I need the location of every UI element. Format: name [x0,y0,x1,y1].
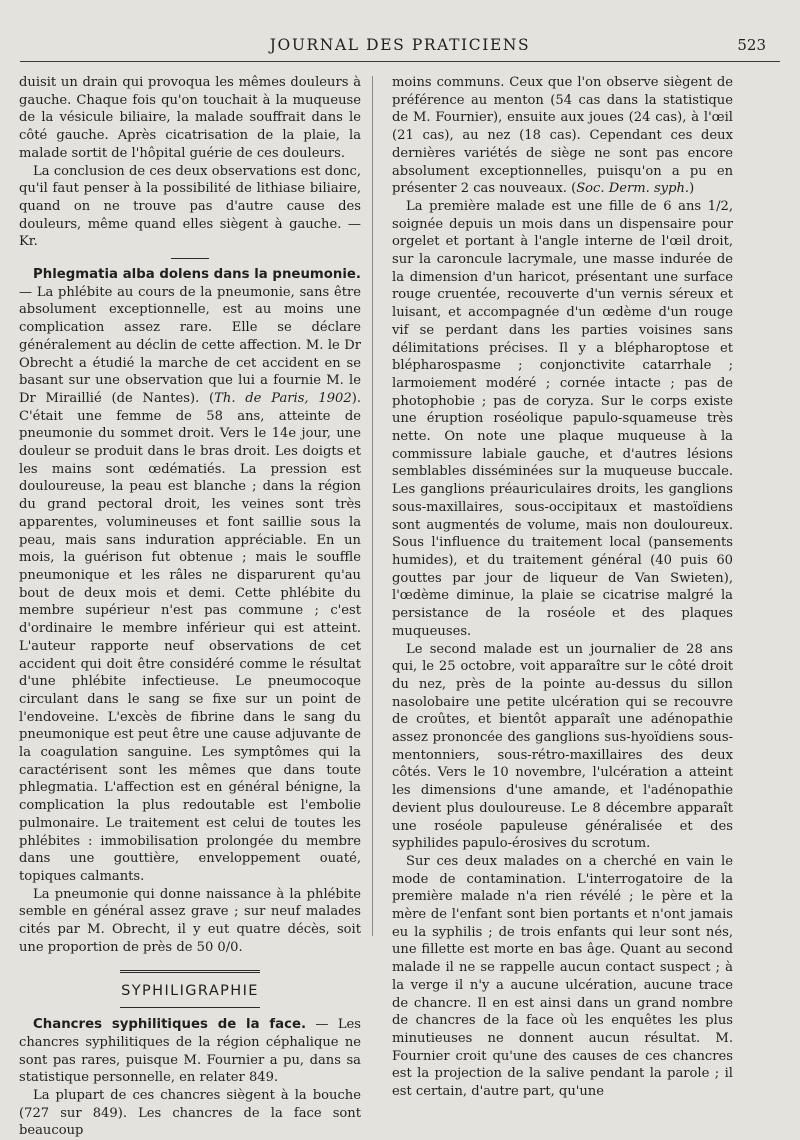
article-text: — Les chancres syphilitiques de la région céphalique ne sont pas rares, puisque M. Fournier a pu, dans sa statistique personnelle, en relater 849. [19,1017,361,1086]
paragraph: La conclusion de ces deux observations est donc, qu'il faut penser à la possibilité de lithiase biliaire, quand on ne trouve pas d'autre cause des douleurs, même quand elles siègent à gauche. — Kr. [19,163,361,250]
paragraph: duisit un drain qui provoqua les mêmes douleurs à gauche. Chaque fois qu'on touchait à la muqueuse de la vésicule biliaire, la malade souffrait dans le côté gauche. Après cicatrisation de la plaie, la malade sortit de l'hôpital guérie de ces douleurs. [19,75,361,161]
article-text: ). C'était une femme de 58 ans, atteinte de pneumonie du sommet droit. Vers le 14e jour, une douleur se produit dans le bras droit. Les doigts et les mains sont œdématiés. La pression est douloureuse, la peau est blanche ; dans la région du grand pectoral droit, les veines sont très apparentes, volumineuses et font saillie sous la peau, mais sans induration appréciable. En un mois, la guérison fut obtenue ; mais le souffle pneumonique et les râles ne disparurent qu'au bout de deux mois et demi. Cette phlébite du membre supérieur n'est pas commune ; c'est d'ordinaire le membre inférieur qui est atteint. L'auteur rapporte neuf observations de cet accident qui doit être considéré comme le résultat d'une phlébite infectieuse. Le pneumocoque circulant dans le sang se fixe sur un point de l'endoveine. L'excès de fibrine dans le sang du pneumonique est peut être une cause adjuvante de la coagulation sanguine. Les symptômes qui la caractérisent sont les mêmes que dans toute phlegmatia. L'affection est en général bénigne, la complication la plus redoutable est l'embolie pulmonaire. Le traitement est celui de toutes les phlébites : immobilisation prolongée du membre dans une gouttière, enveloppement ouaté, topiques calmants. [19,390,361,884]
paragraph: Le second malade est un journalier de 28 ans qui, le 25 octobre, voit apparaître sur le côté droit du nez, près de la pointe au-dessus du sillon nasolobaire une petite ulcération qui se recouvre de croûtes, et bientôt apparaît une adénopathie assez prononcée des ganglions sus-hyoïdiens sous-mentonniers, sous-rétro-maxillaires des deux côtés. Vers le 10 novembre, l'ulcération a atteint les dimensions d'une amande, et l'adénopathie devient plus douloureuse. Le 8 décembre apparaît une roséole papuleuse généralisée et des syphilides papulo-érosives du scrotum. [392,641,733,852]
paragraph: moins communs. Ceux que l'on observe siègent de préférence au menton (54 cas dans la statistique de M. Fournier), ensuite aux joues (24 cas), à l'œil (21 cas), au nez (18 cas). Cependant ces deux dernières variétés de siège ne sont pas encore absolument exceptionnelles, puisqu'on a pu en présenter 2 cas nouveaux. (Soc. Derm. syph.) [392,75,733,197]
running-title: JOURNAL DES PRATICIENS [269,36,531,54]
paragraph: La plupart de ces chancres siègent à la bouche (727 sur 849). Les chancres de la face sont beaucoup [19,1087,361,1139]
citation: Soc. Derm. syph. [576,181,690,197]
page-header [0,36,800,66]
section-rule [120,970,260,973]
paragraph: La pneumonie qui donne naissance à la phlébite semble en général assez grave ; sur neuf malades cités par M. Obrecht, il y eut quatre décès, soit une proportion de près de 50 0/0. [19,886,361,955]
paragraph: Sur ces deux malades on a cherché en vain le mode de contamination. L'interrogatoire de la première malade n'a rien révélé ; le père et la mère de l'enfant sont bien portants et n'ont jamais eu la syphilis ; de trois enfants qui leur sont nés, une fillette est morte en bas âge. Quant au second malade il ne se rappelle aucun contact suspect ; à la verge il n'y a aucune ulcération, aucune trace de chancre. Il en est ainsi dans un grand nombre de chancres de la face où les enquêtes les plus minutieuses ne donnent aucun résultat. M. Fournier croit qu'une des causes de ces chancres est la projection de la salive pendant la parole ; il est certain, d'autre part, qu'une [392,853,733,1100]
left-column [19,74,361,1140]
right-column [392,74,733,1101]
separator-rule [171,258,209,259]
article-heading: Chancres syphilitiques de la face. [33,1017,307,1033]
page-number: 523 [737,36,766,54]
section-header [19,970,361,1008]
paragraph: La première malade est une fille de 6 ans 1/2, soignée depuis un mois dans un dispensaire pour orgelet et portant à l'angle interne de l'œil droit, sur la caroncule lacrymale, une masse indurée de la dimension d'un haricot, présentant une surface rouge cruentée, recouverte d'un vernis séreux et luisant, et accompagnée d'un œdème d'un rouge vif se perdant dans les parties voisines sans délimitations précises. Il y a blépharoptose et blépharospasme ; conjonctivite catarrhale ; larmoiement modéré ; cornée intacte ; pas de photophobie ; pas de coryza. Sur le corps existe une éruption roséolique papulo-squameuse très nette. On note une plaque muqueuse à la commissure labiale gauche, et d'autres lésions semblables disséminées sur la muqueuse buccale. Les ganglions préauriculaires droits, les ganglions sous-maxillaires, sous-occipitaux et mastoïdiens sont augmentés de volume, mais non douloureux. Sous l'influence du traitement local (pansements humides), et du traitement général (40 puis 60 gouttes par jour de liqueur de Van Swieten), l'œdème diminue, la plaie se cicatrise malgré la persistance de la roséole et des plaques muqueuses. [392,198,733,639]
article-chancres [19,1016,361,1087]
header-rule [20,61,780,62]
section-title: SYPHILIGRAPHIE [121,983,259,1000]
article-text: — La phlébite au cours de la pneumonie, sans être absolument exceptionnelle, est au moins une complication assez rare. Elle se déclare généralement au déclin de cette affection. M. le Dr Obrecht a étudié la marche de cet accident en se basant sur une observation que lui a fournie M. le Dr Miraillié (de Nantes). ( [19,284,361,406]
section-rule [120,1007,260,1008]
article-heading: Phlegmatia alba dolens dans la pneumonie. [33,267,361,283]
column-divider [372,76,373,936]
article-phlegmatia [19,266,361,886]
citation: Th. de Paris, 1902 [214,390,352,406]
